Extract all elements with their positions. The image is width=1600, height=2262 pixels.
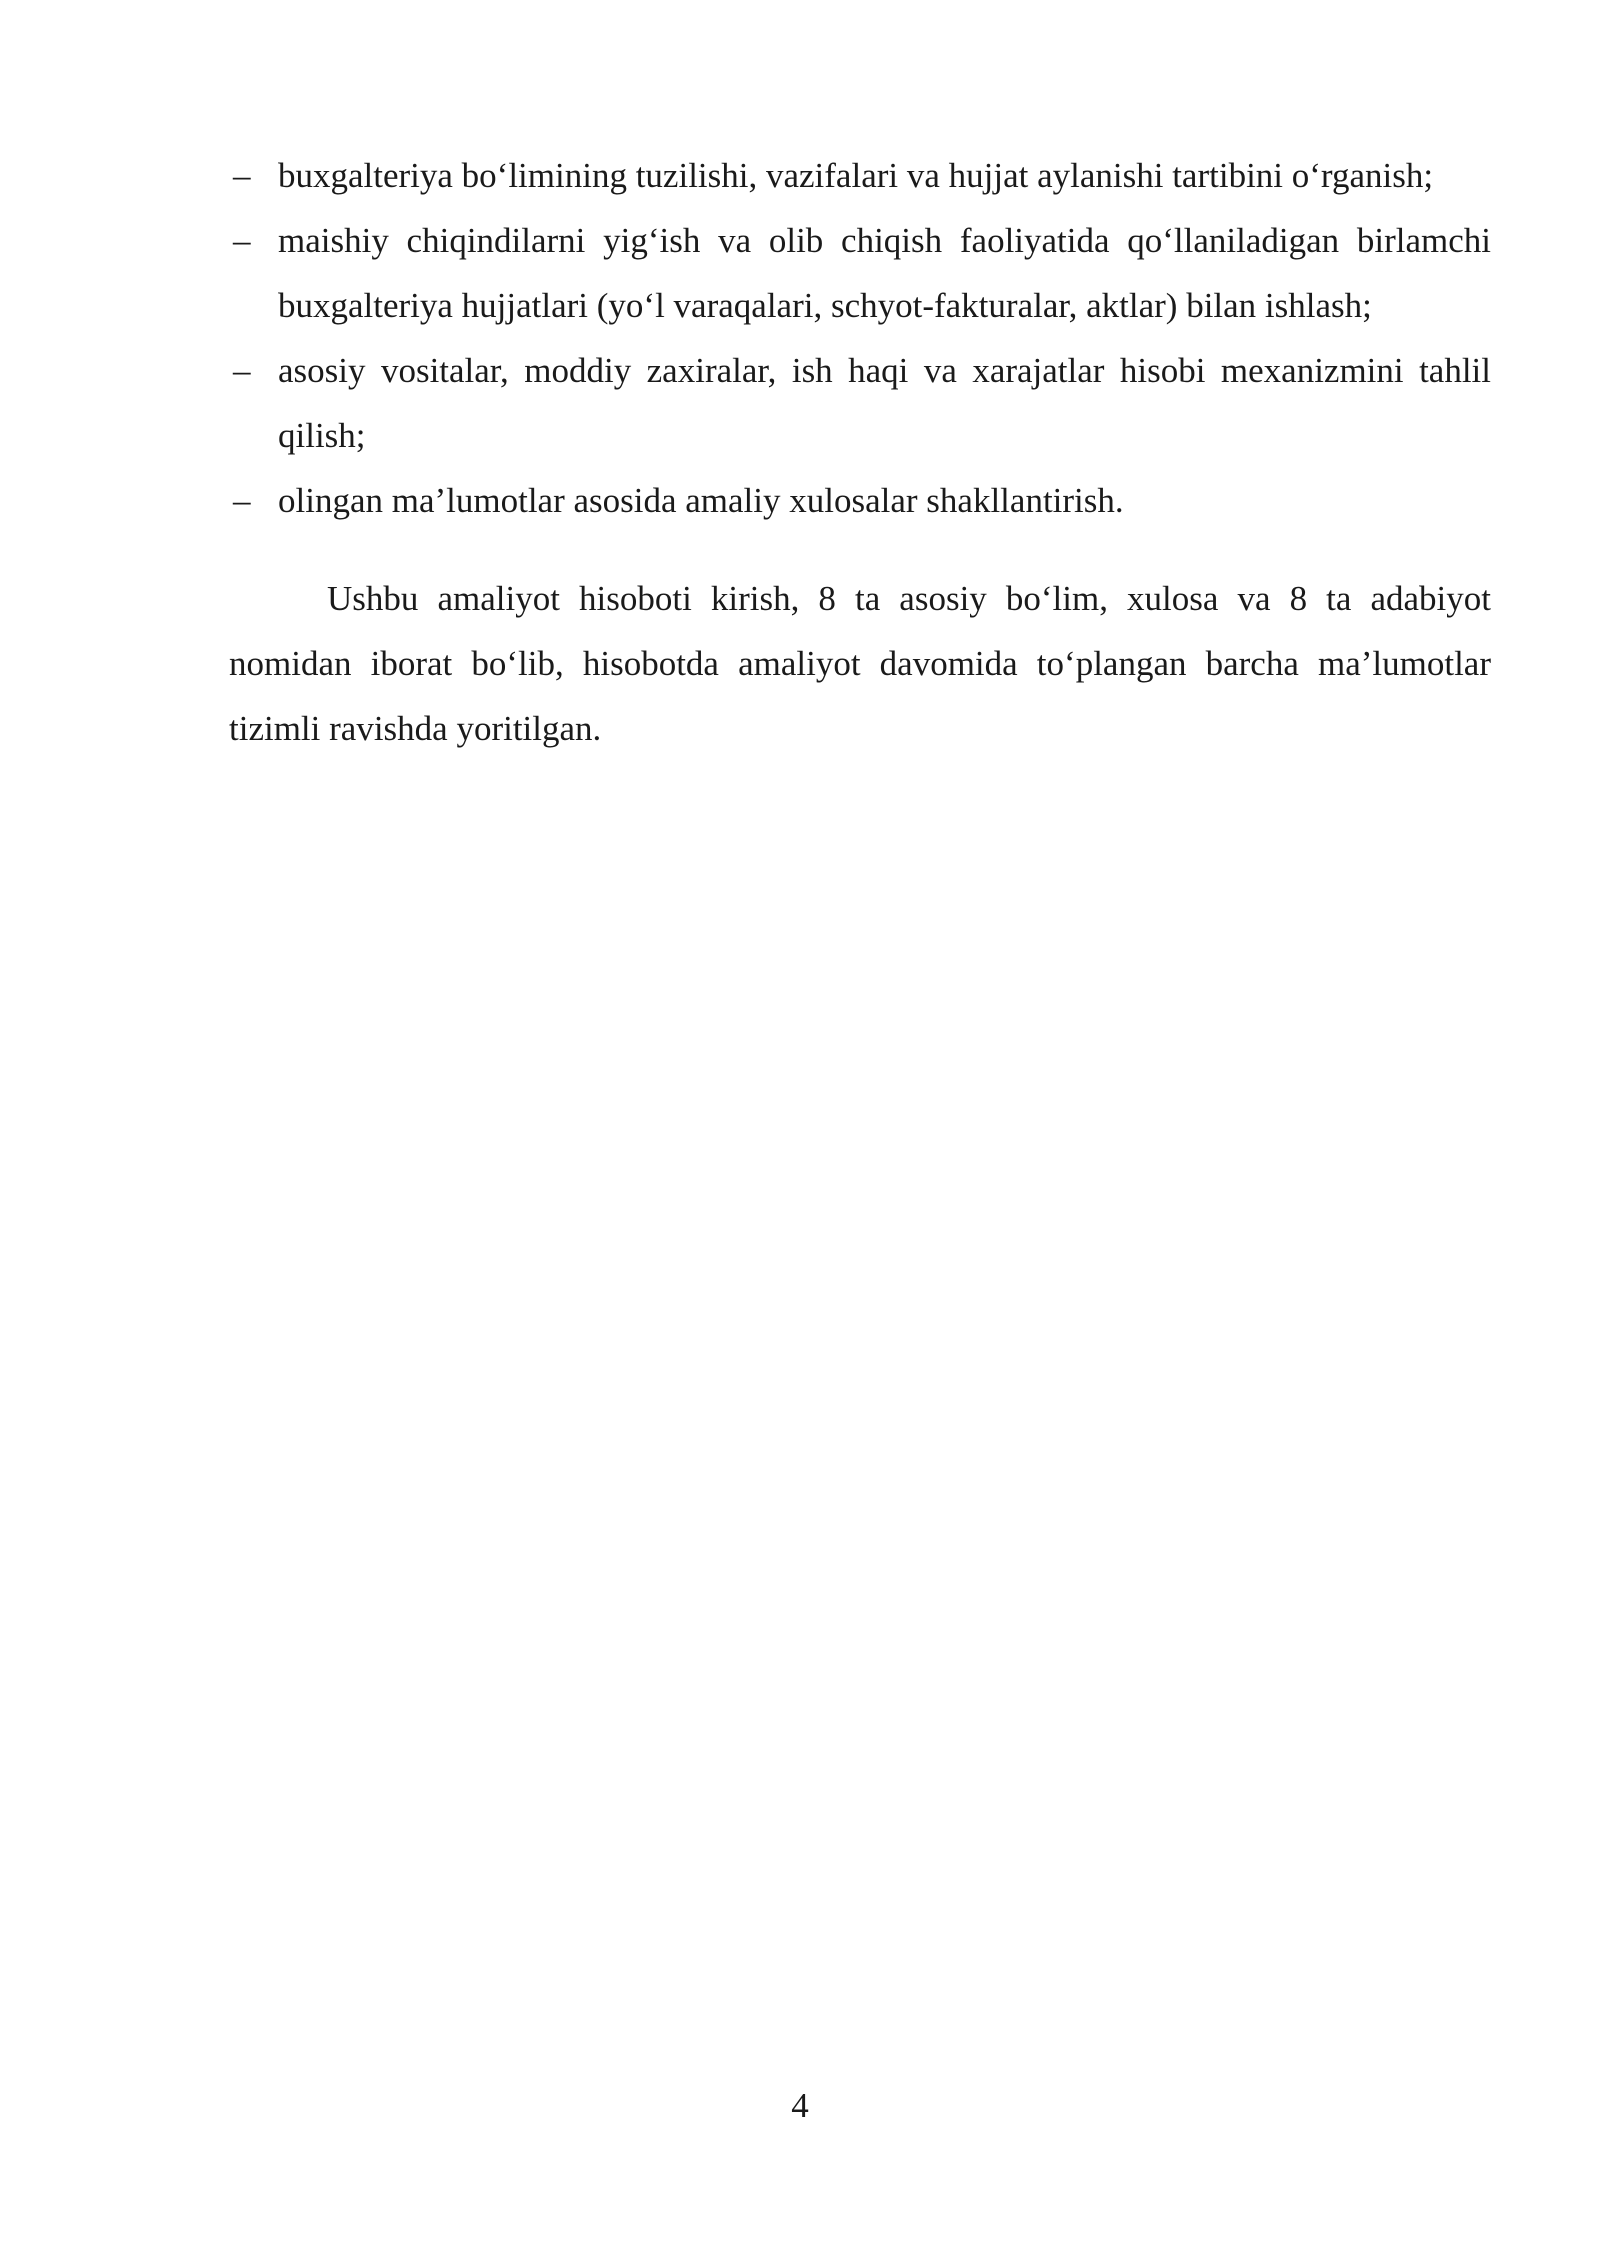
page-content: [229, 143, 1491, 761]
list-item: [229, 468, 1491, 533]
list-item: [229, 143, 1491, 208]
list-item-text: olingan ma’lumotlar asosida amaliy xulosalar shakllantirish.: [278, 481, 1124, 520]
dash-marker: –: [233, 156, 251, 195]
list-item-text: asosiy vositalar, moddiy zaxiralar, ish haqi va xarajatlar hisobi mexanizmini tahlil qilish;: [278, 351, 1491, 455]
page-number: 4: [791, 2086, 809, 2125]
task-list: [229, 143, 1491, 533]
list-item: [229, 338, 1491, 468]
dash-marker: –: [233, 221, 251, 260]
dash-marker: –: [233, 481, 251, 520]
list-item: [229, 208, 1491, 338]
list-item-text: buxgalteriya bo‘limining tuzilishi, vazifalari va hujjat aylanishi tartibini o‘rganish;: [278, 156, 1434, 195]
dash-marker: –: [233, 351, 251, 390]
list-item-text: maishiy chiqindilarni yig‘ish va olib chiqish faoliyatida qo‘llaniladigan birlamchi buxgalteriya hujjatlari (yo‘l varaqalari, schyot-fakturalar, aktlar) bilan ishlash;: [278, 221, 1491, 325]
report-structure-paragraph: Ushbu amaliyot hisoboti kirish, 8 ta asosiy bo‘lim, xulosa va 8 ta adabiyot nomidan iborat bo‘lib, hisobotda amaliyot davomida to‘plangan barcha ma’lumotlar tizimli ravishda yoritilgan.: [229, 579, 1491, 748]
